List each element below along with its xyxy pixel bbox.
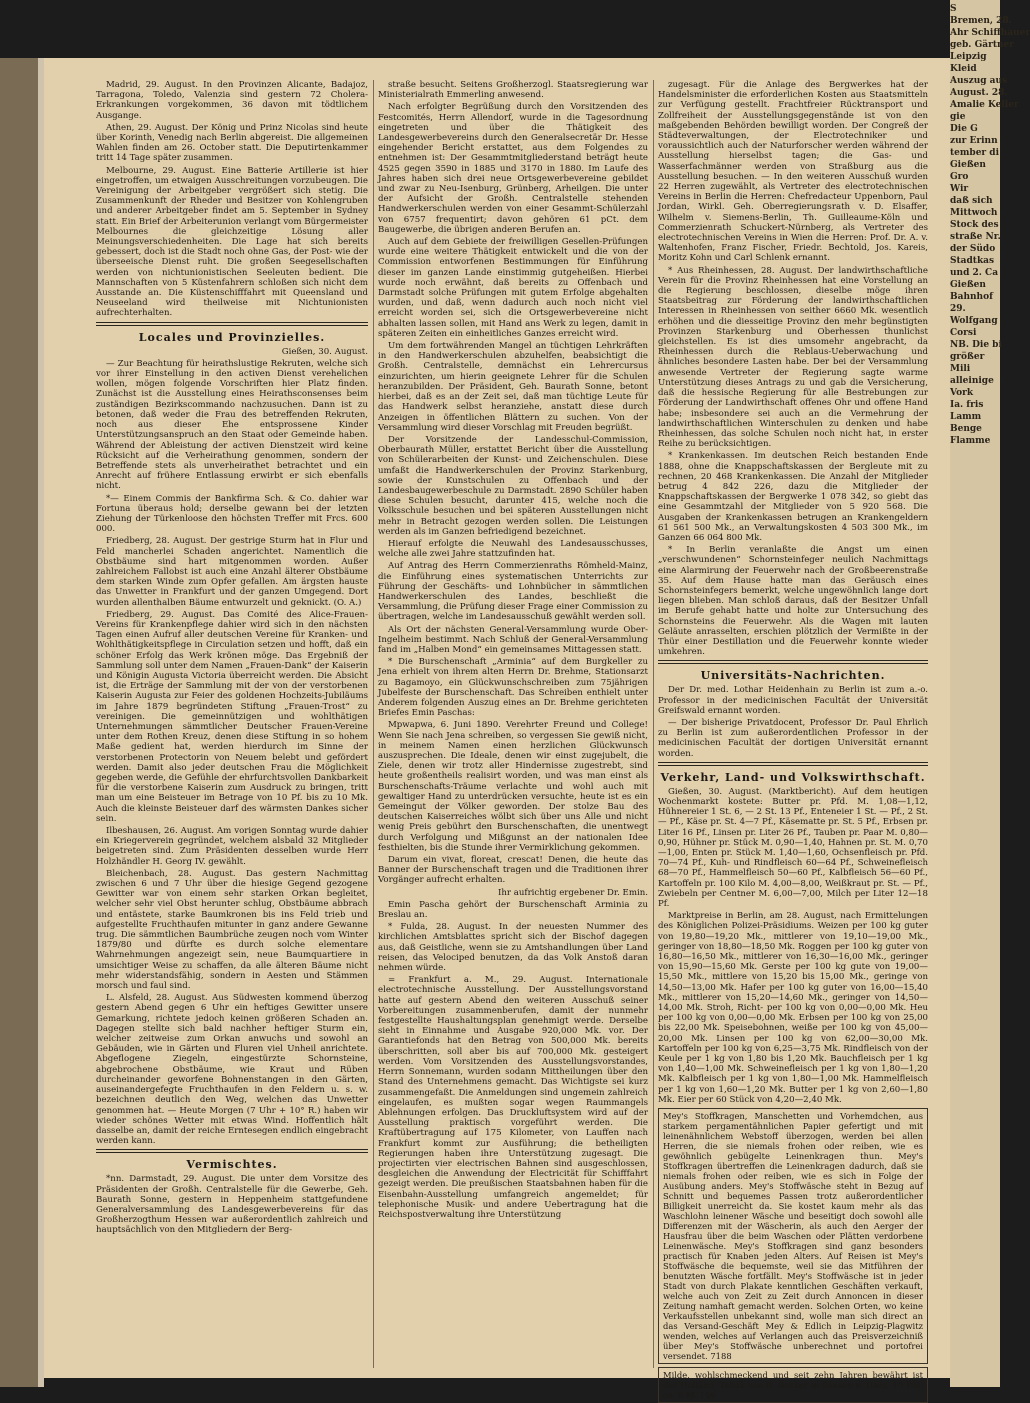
adjacent-page-line: Flamme xyxy=(950,436,991,446)
section-rule xyxy=(658,762,928,766)
section-heading-locales: Locales und Provinzielles. xyxy=(138,330,326,344)
paragraph: Um dem fortwährenden Mangel an tüchtigen Lehrkräften in den Handwerkerschulen abzuhelfen, beabsichtigt die Großh. Centralstelle, demnächst ein Lehrercursus einzurichten, um hierin geeignete Lehrer für die Schulen heranzubilden. Der Präsident, Geh. Baurath Sonne, betont hierbei, daß es an der Zeit sei, daß man tüchtige Leute für das Handwerk selbst heranziehe, anstatt diese durch Anzeigen in öffentlichen Blättern zu suchen. Von der Versammlung wird dieser Vorschlag mit Freuden begrüßt. xyxy=(378,341,648,433)
paragraph: Madrid, 29. August. In den Provinzen Alicante, Badajoz, Tarragona, Toledo, Valenzia sind gestern 72 Cholera-Erkrankungen vorgekommen, 36 davon mit tödtlichem Ausgange. xyxy=(96,80,368,121)
paragraph: Darum ein vivat, floreat, crescat! Denen, die heute das Banner der Burschenschaft tragen und die Traditionen ihrer Vorgänger aufrecht erhalten. xyxy=(378,855,648,886)
adjacent-page-line: alleinige xyxy=(950,376,994,386)
paragraph: * Die Burschenschaft „Arminia“ auf dem Burgkeller zu Jena erhielt von ihrem alten Herrn Dr. Brehme, Stationsarzt zu Bagamoyo, ein Glückwunschschreiben zum 75jährigen Jubelfeste der Burschenschaft. Das Schreiben enthielt unter Anderem folgenden Auszug eines an Dr. Brehme gerichteten Briefes Emin Paschas: xyxy=(378,657,648,719)
adjacent-page-text xyxy=(950,3,1030,447)
section-rule xyxy=(96,1149,368,1153)
adjacent-page-line: und 2. Ca xyxy=(950,268,999,278)
section-heading-vermischtes: Vermischtes. xyxy=(186,1158,278,1172)
adjacent-page-line: Gro xyxy=(950,172,969,182)
paragraph: *nn. Darmstadt, 29. August. Die unter dem Vorsitze des Präsidenten der Großh. Centralstelle für die Gewerbe, Geh. Baurath Sonne, gestern in Heppenheim stattgefundene Generalversammlung des Landesgewerbevereins für das Großherzogthum Hessen war außerordentlich zahlreich und hauptsächlich von den Mitgliedern der Berg- xyxy=(96,1174,368,1236)
paragraph: Auch auf dem Gebiete der freiwilligen Gesellen-Prüfungen wurde eine weitere Thätigkeit entwickelt und die von der Commission entworfenen Bestimmungen für Einführung dieser im ganzen Lande einstimmig gutgeheißen. Hierbei wurde noch erwähnt, daß bereits zu Offenbach und Darmstadt solche Prüfungen mit gutem Erfolge abgehalten wurden, und daß, wenn dadurch auch noch nicht viel erreicht worden sei, sich die Ortsgewerbevereine nicht abhalten lassen sollen, mit Hand ans Werk zu legen, damit in späteren Zeiten ein einheitliches Ganzes erreicht wird. xyxy=(378,237,648,339)
paragraph: * In Berlin veranlaßte die Angst um einen „verschwundenen“ Schornsteinfeger neulich Nachmittags eine Alarmirung der Feuerwehr nach der Großbeerenstraße 35. Auf dem Hause hatte man das Geräusch eines Schornsteinfegers bemerkt, welche ungewöhnlich lange dort liegen blieben. Man schloß daraus, daß der Besitzer Unfall im Berufe gehabt hatte und holte zur Untersuchung des Schornsteins die Feuerwehr. Als die Wagen mit lauten Geläute anrasselten, erschien plötzlich der Vermißte in der Thür einer Destillation und die Feuerwehr konnte wieder umkehren. xyxy=(658,545,928,658)
adjacent-page-line: Mittwoch xyxy=(950,208,998,218)
paragraph: L. Alsfeld, 28. August. Aus Südwesten kommend überzog gestern Abend gegen 6 Uhr ein heftiges Gewitter unsere Gemarkung, richtete jedoch keinen größeren Schaden an. Dagegen stellte sich bald nachher heftiger Sturm ein, welcher zeitweise zum Orkan anwuchs und sowohl an Gebäuden, wie in Gärten und Fluren viel Unheil anrichtete. Abgeflogene Ziegeln, eingestürzte Schornsteine, abgebrochene Obstbäume, wie Kraut und Rüben durcheinander geworfene Bohnenstangen in den Gärten, auseinandergefegte Fruchthaufen in den Feldern u. s. w. bezeichnen deutlich den Weg, welchen das Unwetter genommen hat. — Heute Morgen (7 Uhr + 10° R.) haben wir wieder schönes Wetter mit etwas Wind. Hoffentlich hält dasselbe an, damit der reiche Erntesegen endlich eingebracht werden kann. xyxy=(96,993,368,1147)
adjacent-page-line: zur Erinn xyxy=(950,136,998,146)
column-divider xyxy=(373,80,374,1368)
paragraph: * Aus Rheinhessen, 28. August. Der landwirthschaftliche Verein für die Provinz Rheinhessen hat eine Vorstellung an die Regierung beschlossen, dieselbe möge ihren Staatsbeitrag zur Förderung der landwirthschaftlichen Interessen in Rheinhessen von seither 6660 Mk. wesentlich erhöhen und die diesseitige Provinz den mehr begünstigten Provinzen Starkenburg und Oberhessen thunlichst gleichstellen. Es ist dies umsomehr angebracht, da Rheinhessen durch die Reblaus-Ueberwachung und ähnliches besondere Lasten habe. Der bei der Versammlung anwesende Vertreter der Regierung sagte warme Unterstützung dieses Antrags zu und gab die Versicherung, daß die hessische Regierung für alle Bestrebungen zur Förderung der Landwirthschaft offenes Ohr und offene Hand habe; insbesondere sei auch an die Vermehrung der landwirthschaftlichen Winterschulen zu denken und habe Rheinhessen, das solche Schulen noch nicht hat, in erster Reihe zu berücksichtigen. xyxy=(658,265,928,450)
paragraph: — Der bisherige Privatdocent, Professor Dr. Paul Ehrlich zu Berlin ist zum außerordentlichen Professor in der medicinischen Facultät der dortigen Universität ernannt worden. xyxy=(658,717,928,759)
paragraph: — Zur Beachtung für heirathslustige Rekruten, welche sich vor ihrer Einstellung in den activen Dienst verehelichen wollen, mögen folgende Vorschriften hier Platz finden. Zunächst ist die Ausstellung eines Heirathsconsenses beim zuständigen Bezirkscommando nachzusuchen. Dann ist zu betonen, daß weder die Frau des betreffenden Rekruten, noch aus dieser Ehe entsprossene Kinder Unterstützungsanspruch an den Staat oder Gemeinde haben. Während der Ableistung der activen Dienstzeit wird keine Rücksicht auf die Verheirathung genommen, sondern der Betreffende stets als unverheirathet betrachtet und ein Anrecht auf frühere Entlassung erwirbt er sich ebenfalls nicht. xyxy=(96,358,368,492)
paragraph: Mpwapwa, 6. Juni 1890. Verehrter Freund und College! Wenn Sie nach Jena schreiben, so vergessen Sie gewiß nicht, in meinem Namen einen herzlichen Glückwunsch auszusprechen. Die Ideale, denen wir einst zugejubelt, die Ziele, denen wir trotz aller Hindernisse zugestrebt, sind heute großentheils realisirt worden, und was man einst als Burschenschafts-Träume verlachte und wohl auch mit gewaltiger Hand zu unterdrücken versuchte, heute ist es ein Gemeingut der Völker geworden. Der stolze Bau des deutschen Kaiserreiches wölbt sich über uns Alle und nicht wenig Preis gebührt den Burschenschaften, die unentwegt durch Verfolgung und Mißgunst an der nationalen Idee festhielten, bis die Stunde ihrer Vermirklichung gekommen. xyxy=(378,720,648,853)
adjacent-page-line: Corsi xyxy=(950,328,977,338)
section-heading-verkehr: Verkehr, Land- und Volkswirthschaft. xyxy=(660,770,926,784)
adjacent-page-line: Vork xyxy=(950,388,974,398)
column-3 xyxy=(658,80,928,1401)
paragraph: Athen, 29. August. Der König und Prinz Nicolas sind heute über Korinth, Venedig nach Berlin abgereist. Die allgemeinen Wahlen finden am 26. October statt. Die Deputirtenkammer tritt 14 Tage später zusammen. xyxy=(96,122,368,164)
paragraph: Der Vorsitzende der Landesschul-Commission, Oberbaurath Müller, erstattet Bericht über die Ausstellung von Schülerarbeiten der Kunst- und Zeichenschulen. Diese umfaßt die Handwerkerschulen der Provinz Starkenburg, sowie der Kunstschulen zu Offenbach und der Landesbaugewerbeschule zu Darmstadt. 2890 Schüler haben diese Schulen besucht, darunter 415, welche noch die Volksschule besuchen und bei späteren Ausstellungen nicht mehr in Betracht gezogen werden sollen. Die Leistungen werden als im Ganzen befriedigend bezeichnet. xyxy=(378,434,648,537)
adjacent-page-line: Gießen xyxy=(950,280,986,290)
paragraph: * Fulda, 28. August. In der neuesten Nummer des kirchlichen Amtsblattes spricht sich der Bischof dagegen aus, daß Geistliche, wenn sie zu Amtshandlungen über Land reisen, das Velociped benutzen, da das Volk Anstoß daran nehmen würde. xyxy=(378,922,648,974)
paragraph: Friedberg, 29. August. Das Comité des Alice-Frauen-Vereins für Krankenpflege dahier wird sich in den nächsten Tagen einen Aufruf aller deutschen Vereine für Kranken- und Wohlthätigkeitspflege in Circulation setzen und hofft, daß ein schöner Erfolg das Werk krönen möge. Das Ergebniß der Sammlung soll unter dem Namen „Frauen-Dank“ der Kaiserin und Königin Augusta Victoria überreicht werden. Die Absicht ist, die Erträge der Sammlung mit der von der verstorbenen Kaiserin Augusta zur Feier des goldenen Hochzeits-Jubiläums im Jahre 1879 begründeten Stiftung „Frauen-Trost“ zu vereinigen. Die gemeinnützigen und wohlthätigen Unternehmungen sämmtlicher Deutscher Frauen-Vereine unter dem Rothen Kreuz, denen diese Stiftung in so hohem Maße gedient hat, werden hierdurch im Sinne der verstorbenen Protectorin von Neuem belebt und gefördert werden. Damit also jeder deutschen Frau die Möglichkeit gegeben werde, die Gefühle der ehrfurchtsvollen Dankbarkeit für die verstorbene Kaiserin zum Ausdruck zu bringen, tritt man um eine Beisteuer im Betrage von 10 Pf. bis zu 10 Mk. Auch die kleinste Beisteuer darf des wärmsten Dankes sicher sein. xyxy=(96,609,368,824)
adjacent-page-line: Wolfgang xyxy=(950,316,998,326)
paragraph: Emin Pascha gehört der Burschenschaft Arminia zu Breslau an. xyxy=(378,899,648,921)
paragraph: Auf Antrag des Herrn Commerzienraths Römheld-Mainz, die Einführung eines systematischen Unterrichts zur Führung der Geschäfts- und Lohnbücher in sämmtlichen Handwerkerschulen des Landes, beschließt die Versammlung, die Prüfung dieser Frage einer Commission zu übertragen, welche im Landesausschuß gewählt werden soll. xyxy=(378,561,648,623)
paragraph: * Krankenkassen. Im deutschen Reich bestanden Ende 1888, ohne die Knappschaftskassen der Bergleute mit zu rechnen, 20 468 Krankenkassen. Die Anzahl der Mitglieder betrug 4 842 226, dazu die Mitglieder der Knappschaftskassen der Bergwerke 1 078 342, so giebt das eine Gesammtzahl der Mitglieder von 5 920 568. Die Ausgaben der Krankenkassen betrugen an Krankengeldern 61 561 500 Mk., an Verwaltungskosten 4 503 300 Mk., im Ganzen 66 064 800 Mk. xyxy=(658,451,928,543)
column-1 xyxy=(96,80,368,1368)
paragraph: Marktpreise in Berlin, am 28. August, nach Ermittelungen des Königlichen Polizei-Präsidiums. Weizen per 100 kg guter von 19,80—19,20 Mk., mittlerer von 19,10—19,00 Mk., geringer von 18,80—18,50 Mk. Roggen per 100 kg guter von 16,80—16,50 Mk., mittlerer von 16,30—16,00 Mk., geringer von 15,90—15,60 Mk. Gerste per 100 kg gute von 19,00—15,50 Mk., mittlere von 15,20 bis 15,00 Mk., geringe von 14,50—13,00 Mk. Hafer per 100 kg guter von 16,00—15,40 Mk., mittlerer von 15,20—14,60 Mk., geringer von 14,50—14,00 Mk. Stroh, Richt- per 100 kg von 0,00—0,00 Mk. Heu per 100 kg von 0,00—0,00 Mk. Erbsen per 100 kg von 25,00 bis 22,00 Mk. Speisebohnen, weiße per 100 kg von 45,00—20,00 Mk. Linsen per 100 kg von 62,00—30,00 Mk. Kartoffeln per 100 kg von 6,25—3,75 Mk. Rindfleisch von der Keule per 1 kg von 1,80 bis 1,20 Mk. Bauchfleisch per 1 kg von 1,40—1,00 Mk. Schweinefleisch per 1 kg von 1,80—1,20 Mk. Kalbfleisch per 1 kg von 1,80—1,00 Mk. Hammelfleisch per 1 kg von 1,60—1,20 Mk. Butter per 1 kg von 2,60—1,80 Mk. Eier per 60 Stück von 4,20—2,40 Mk. xyxy=(658,911,928,1105)
adjacent-page-line: August. 28. xyxy=(950,88,1008,98)
adjacent-page-line: 29. xyxy=(950,304,966,314)
adjacent-page-line: Bremen, 28. xyxy=(950,16,1012,26)
adjacent-page-line: Bahnhof xyxy=(950,292,993,302)
adjacent-page-line: NB. Die bi xyxy=(950,340,1002,350)
adjacent-page-line: Lamm xyxy=(950,412,982,422)
adjacent-page-line: daß sich xyxy=(950,196,993,206)
column-2 xyxy=(378,80,648,1368)
paragraph: = Frankfurt a. M., 29. August. Internationale electrotechnische Ausstellung. Der Ausstellungsvorstand hatte auf gestern Abend den weiteren Ausschuß seiner Vorbereitungen zusammenberufen, damit der nunmehr festgestellte Haushaltungsplan genehmigt werde. Derselbe sieht in Einnahme und Ausgabe 920,000 Mk. vor. Der Garantiefonds hat den Betrag von 500,000 Mk. bereits überschritten, soll aber bis auf 700,000 Mk. gesteigert werden. Vom Vorsitzenden des Ausstellungsvorstandes, Herrn Sonnemann, wurden sodann Mittheilungen über den Stand des Unternehmens gemacht. Das Wichtigste sei kurz zusammengefaßt. Die Anmeldungen sind ungemein zahlreich eingelaufen, es mußten sogar wegen Raummangels Ablehnungen erfolgen. Das Druckluftsystem wird auf der Ausstellung praktisch vorgeführt werden. Die Kraftübertragung auf 175 Kilometer, von Lauffen nach Frankfurt kommt zur Ausführung; die betheiligten Regierungen haben ihre Unterstützung zugesagt. Die projectirten vier electrischen Bahnen sind ausgeschlossen, desgleichen die Anwendung der Electricität für Schifffahrt gezeigt werden. Die preußischen Staatsbahnen haben für die Eisenbahn-Ausstellung umfangreich angemeldet; für telephonische Musik- und andere Uebertragung hat die Reichspostverwaltung ihre Unterstützung xyxy=(378,975,648,1220)
paragraph: Der Dr. med. Lothar Heidenhain zu Berlin ist zum a.-o. Professor in der medicinischen Facultät der Universität Greifswald ernannt worden. xyxy=(658,685,928,716)
signature-line: Ihr aufrichtig ergebener Dr. Emin. xyxy=(497,887,648,898)
paragraph: zugesagt. Für die Anlage des Bergwerkes hat der Handelsminister die erforderlichen Kosten aus Staatsmitteln zur Verfügung gestellt. Frachtfreier Rücktransport und Zollfreiheit der Ausstellungsgegenstände ist von den maßgebenden Behörden bewilligt worden. Der Congreß der Städteverwaltungen, der Electrotechniker und voraussichtlich auch der Naturforscher werden während der Ausstellung hierselbst tagen; die Gas- und Wasserfachmänner werden von Straßburg aus die Ausstellung besuchen. — In den weiteren Ausschuß wurden 22 Herren zugewählt, als Vertreter des electrotechnischen Vereins in Berlin die Herren: Chefredacteur Uppenborn, Paul Jordan, Wirkl. Geh. Oberregierungsrath v. D. Elsaffer, Wilhelm v. Siemens-Berlin, Th. Guilleaume-Köln und Commerzienrath Schuckert-Nürnberg, als Vertreter des electrotechnischen Vereins in Wien die Herren: Prof. Dr. A. v. Waltenhofen, Franz Fischer, Friedr. Bechtold, Jos. Kareis, Moritz Kohn und Carl Schlenk ernannt. xyxy=(658,80,928,264)
adjacent-page-line: der Südo xyxy=(950,244,996,254)
paragraph: Bleichenbach, 28. August. Das gestern Nachmittag zwischen 6 und 7 Uhr über die hiesige Gegend gezogene Gewitter war von einem sehr starken Orkan begleitet, welcher sehr viel Obst herunter schlug, Obstbäume abbrach und entästete, starke Baumkronen bis ins Feld trieb und aufgestellte Fruchthaufen mitunter in ganz andere Gewanne trug. Die sämmtlichen Baumbrüche zeugen noch vom Winter 1879/80 und dürfte es durch solche elementare Wahrnehmungen angezeigt sein, neue Baumquartiere in umsichtiger Weise zu schaffen, da alle älteren Bäume nicht mehr widerstandsfähig, sondern in Aesten und Stämmen morsch und faul sind. xyxy=(96,868,368,992)
paragraph: Gießen, 30. August. (Marktbericht). Auf dem heutigen Wochenmarkt kostete: Butter pr. Pfd. M. 1,08—1,12, Hühnereier 1 St. 6, — 2 St. 13 Pf., Enteneier 1 St. — Pf., 2 St. — Pf., Käse pr. St. 4—7 Pf., Käsematte pr. St. 5 Pf., Erbsen pr. Liter 16 Pf., Linsen pr. Liter 26 Pf., Tauben pr. Paar M. 0,80—0,90, Hühner pr. Stück M. 0,90—1,40, Hahnen pr. St. M. 0,70—1,00, Enten pr. Stück M. 1,40—1,60, Ochsenfleisch pr. Pfd. 70—74 Pf., Kuh- und Rindfleisch 60—64 Pf., Schweinefleisch 68—70 Pf., Hammelfleisch 50—60 Pf., Kalbfleisch 56—60 Pf., Kartoffeln pr. 100 Kilo M. 4,00—8,00, Weißkraut pr. St. — Pf., Zwiebeln per Centner M. 6,00—7,00, Milch per Liter 12—18 Pf. xyxy=(658,786,928,910)
paragraph: Ilbeshausen, 26. August. Am vorigen Sonntag wurde dahier ein Kriegerverein gegründet, welchem alsbald 32 Mitglieder beigetreten sind. Zum Präsidenten desselben wurde Herr Holzhändler H. Georg IV. gewählt. xyxy=(96,826,368,867)
local-section xyxy=(96,347,368,1147)
column-divider xyxy=(653,80,654,1368)
paragraph: *— Einem Commis der Bankfirma Sch. & Co. dahier war Fortuna überaus hold; derselbe gewann bei der letzten Ziehung der Türkenloose den höchsten Treffer mit Frcs. 600 000. xyxy=(96,493,368,535)
paragraph: straße besucht. Seitens Großherzogl. Staatsregierung war Ministerialrath Emmerling anwesend. xyxy=(378,80,648,101)
adjacent-page-line: Auszug aus xyxy=(950,76,1008,86)
section-heading-universitaet: Universitäts-Nachrichten. xyxy=(700,669,886,683)
adjacent-page-line: Gießen xyxy=(950,160,986,170)
adjacent-page-line: Mili xyxy=(950,364,971,374)
paragraph: Melbourne, 29. August. Eine Batterie Artillerie ist hier eingetroffen, um etwaigen Ausschreitungen vorzubeugen. Die Vereinigung der Arbeitgeber vergrößert sich stetig. Die Zusammenkunft der Rheder und Besitzer von Kohlengruben und anderer Arbeitgeber findet am 5. September in Sydney statt. Ein Brief der Arbeiterunion verlangt vom Bürgermeister Melbournes die gleichzeitige Lösung aller Meinungsverschiedenheiten. Die Lage hat sich bereits gebessert, doch ist die Stadt noch ohne Gas, der Post- wie der überseeische Dienst ruht. Die großen Seegesellschaften werden von nichtunionistischen Seeleuten bedient. Die Mannschaften von 5 Küstenfahrern schloßen sich nicht dem Ausstande an. Die Küstenschifffahrt mit Queensland und Neuseeland wird theilweise mit Nichtunionisten aufrechterhalten. xyxy=(96,165,368,319)
adjacent-page-strip xyxy=(950,0,1030,1387)
adjacent-page-line: gie xyxy=(950,112,966,122)
adjacent-page-line: Amalie Keller xyxy=(950,100,1019,110)
misc-section xyxy=(96,1174,368,1235)
adjacent-page-line: Leipzig xyxy=(950,52,987,62)
dateline: Gießen, 30. August. xyxy=(281,346,368,357)
adjacent-page-line: Stadtkas xyxy=(950,256,995,266)
paragraph: Als Ort der nächsten General-Versammlung wurde Ober-Ingelheim bestimmt. Nach Schluß der General-Versammlung fand im „Halben Mond“ ein gemeinsames Mittagessen statt. xyxy=(378,624,648,655)
book-binding xyxy=(0,58,44,1387)
adjacent-page-line: S xyxy=(950,4,957,14)
section-rule xyxy=(658,660,928,664)
adjacent-page-line: tember di xyxy=(950,148,1000,158)
newspaper-page xyxy=(44,58,950,1401)
advertisement-box: Mey's Stoffkragen, Manschetten und Vorhemdchen, aus starkem pergamentähnlichen Papier gefertigt und mit leinenähnlichem Webstoff überzogen, werden bei allen Herren, die sie niemals frohen oder reiben, wie es gewöhnlich gebügelte Leinenkragen thun. Mey's Stoffkragen übertreffen die Leinenkragen dadurch, daß sie niemals frohen oder reiben, wie es sich in Folge der Ausübung anders. Mey's Stoffwäsche steht in Bezug auf Schnitt und bequemes Passen trotz außerordentlicher Billigkeit unerreicht da. Sie kostet kaum mehr als das Waschlohn leinener Wäsche und beseitigt doch sowohl alle Differenzen mit der Wäscherin, als auch den Aerger der Hausfrau über die beim Waschen oder Plätten verdorbene Leinenwäsche. Mey's Stoffkragen sind ganz besonders practisch für Knaben jeden Alters. Auf Reisen ist Mey's Stoffwäsche die bequemste, weil sie das Mitführen der benutzten Wäsche fortfällt. Mey's Stoffwäsche ist in jeder Stadt von durch Plakate kenntlichen Geschäften verkauft, welche auch von Zeit zu Zeit durch Annoncen in dieser Zeitung namhaft gemacht werden. Solchen Orten, wo keine Verkaufsstellen unbekannt sind, wolle man sich direct an das Versand-Geschäft Mey & Edlich in Leipzig-Plagwitz wenden, welches auf Verlangen auch das Preisverzeichniß über Mey's Stoffwäsche unberechnet und portofrei versendet. 7188 xyxy=(658,1108,928,1364)
section-rule xyxy=(96,322,368,326)
adjacent-page-line: Die G xyxy=(950,124,978,134)
adjacent-page-line: geb. Gärtner xyxy=(950,40,1015,50)
adjacent-page-line: Stock des xyxy=(950,220,999,230)
adjacent-page-line: Benge xyxy=(950,424,982,434)
paragraph: Friedberg, 28. August. Der gestrige Sturm hat in Flur und Feld mancherlei Schaden angerichtet. Namentlich die Obstbäume sind hart mitgenommen worden. Außer zahlreichem Fallobst ist auch eine Anzahl älterer Obstbäume dem starken Winde zum Opfer gefallen. Am ärgsten hauste das Unwetter in Frankfurt und der ganzen Umgegend. Dort wurden allenthalben Bäume entwurzelt und geknickt. (O. A.) xyxy=(96,536,368,608)
adjacent-page-line: größer xyxy=(950,352,985,362)
news-section xyxy=(96,80,368,319)
paragraph: Hierauf erfolgte die Neuwahl des Landesausschusses, welche alle zwei Jahre stattzufinden hat. xyxy=(378,538,648,560)
paragraph: Nach erfolgter Begrüßung durch den Vorsitzenden des Festcomités, Herrn Allendorf, wurde in die Tagesordnung eingetreten und über die Thätigkeit des Landesgewerbevereins durch den Generalsecretär Dr. Hesse eingehender Bericht erstattet, aus dem Folgendes zu entnehmen ist: Der Gesammtmitgliederstand beträgt heute 4525 gegen 3590 in 1885 und 3170 in 1880. Im Laufe des Jahres haben sich drei neue Ortsgewerbevereine gebildet und zwar zu Neu-Isenburg, Grünberg, Arheilgen. Die unter der Aufsicht der Großh. Centralstelle stehenden Handwerkerschulen werden von einer Gesammt-Schülerzahl von 6757 frequentirt; davon gehören 61 pCt. dem Baugewerbe, die übrigen anderen Berufen an. xyxy=(378,102,648,235)
adjacent-page-line: Kleid xyxy=(950,64,977,74)
adjacent-page-line: Ahr Schiffhauer xyxy=(950,28,1030,38)
adjacent-page-line: straße Nr. xyxy=(950,232,1001,242)
adjacent-page-line: Ia. fris xyxy=(950,400,984,410)
adjacent-page-line: Wir xyxy=(950,184,969,194)
advertisement-box: Milde, wohlschmeckend und seit zehn Jahren bewährt ist der Holländ. Tabak von B. Becker in Seesen a. Harz, 10 Pfd. co. 8 M. 156 xyxy=(658,1367,928,1403)
